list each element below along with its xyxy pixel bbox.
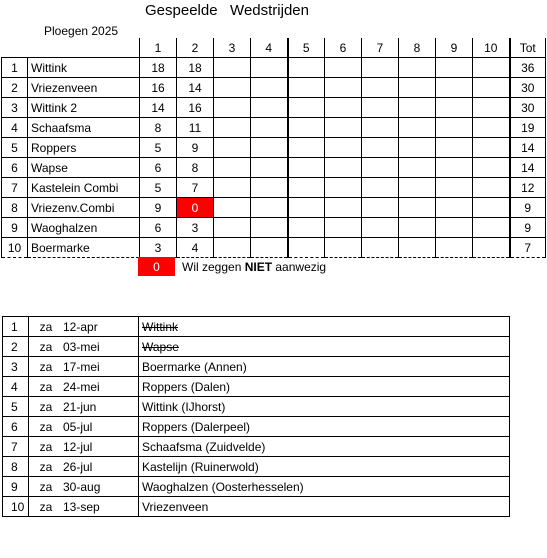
score-cell-empty — [214, 238, 251, 258]
match-date-cell — [29, 417, 139, 437]
match-day: za — [39, 379, 53, 394]
score-cell-1: 16 — [140, 78, 177, 98]
score-cell-empty — [251, 138, 288, 158]
score-cell-empty — [436, 238, 473, 258]
legend-text: Wil zeggen NIET aanwezig — [182, 259, 327, 274]
team-cell: Wittink 2 — [28, 98, 140, 118]
total-cell: 14 — [510, 138, 546, 158]
match-venue: Waoghalzen (Oosterhesselen) — [139, 477, 510, 497]
schedule-row — [3, 477, 510, 497]
header-blank — [2, 38, 28, 58]
score-cell-empty — [362, 238, 399, 258]
match-date: 17-mei — [63, 359, 100, 374]
score-cell-1: 8 — [140, 118, 177, 138]
score-cell-empty — [214, 138, 251, 158]
score-cell-absent: 0 — [177, 198, 214, 218]
match-day: za — [39, 399, 53, 414]
match-number: 3 — [3, 357, 29, 377]
score-cell-empty — [399, 118, 436, 138]
column-header: 5 — [288, 38, 325, 58]
total-cell: 30 — [510, 98, 546, 118]
score-cell-empty — [473, 138, 510, 158]
score-cell-empty — [436, 118, 473, 138]
match-date: 03-mei — [63, 339, 100, 354]
rank-cell: 5 — [2, 138, 28, 158]
score-cell-empty — [288, 58, 325, 78]
schedule-row — [3, 317, 510, 337]
match-date-cell — [29, 317, 139, 337]
column-header: 2 — [177, 38, 214, 58]
score-cell-empty — [325, 218, 362, 238]
score-cell-empty — [214, 58, 251, 78]
score-cell-empty — [362, 118, 399, 138]
team-cell: Wapse — [28, 158, 140, 178]
match-venue: Roppers (Dalen) — [139, 377, 510, 397]
total-cell: 14 — [510, 158, 546, 178]
match-day: za — [39, 319, 53, 334]
score-cell-empty — [362, 218, 399, 238]
score-cell-empty — [362, 158, 399, 178]
score-cell-1: 18 — [140, 58, 177, 78]
column-header: 10 — [473, 38, 510, 58]
score-cell-empty — [214, 158, 251, 178]
column-header: 6 — [325, 38, 362, 58]
match-venue: Boermarke (Annen) — [139, 357, 510, 377]
standings-row — [2, 198, 546, 218]
match-day: za — [39, 499, 53, 514]
score-cell-empty — [473, 58, 510, 78]
score-cell-empty — [251, 218, 288, 238]
score-cell-empty — [399, 58, 436, 78]
score-cell-empty — [473, 178, 510, 198]
schedule-row — [3, 457, 510, 477]
header-blank — [28, 38, 140, 58]
total-cell: 9 — [510, 218, 546, 238]
standings-row — [2, 118, 546, 138]
match-number: 1 — [3, 317, 29, 337]
score-cell-1: 9 — [140, 198, 177, 218]
team-cell: Wittink — [28, 58, 140, 78]
team-cell: Roppers — [28, 138, 140, 158]
match-date-cell — [29, 457, 139, 477]
score-cell-empty — [251, 98, 288, 118]
score-cell-empty — [251, 78, 288, 98]
score-cell-2: 8 — [177, 158, 214, 178]
column-header: 9 — [436, 38, 473, 58]
rank-cell: 4 — [2, 118, 28, 138]
total-cell: 30 — [510, 78, 546, 98]
score-cell-empty — [436, 158, 473, 178]
score-cell-empty — [436, 98, 473, 118]
match-venue: Vriezenveen — [139, 497, 510, 517]
score-cell-empty — [288, 118, 325, 138]
score-cell-1: 5 — [140, 178, 177, 198]
standings-row — [2, 138, 546, 158]
score-cell-empty — [399, 198, 436, 218]
match-venue: Wittink — [139, 317, 510, 337]
total-cell: 12 — [510, 178, 546, 198]
score-cell-empty — [251, 178, 288, 198]
score-cell-2: 11 — [177, 118, 214, 138]
match-venue: Kastelijn (Ruinerwold) — [139, 457, 510, 477]
season-label: Ploegen 2025 — [44, 24, 119, 38]
score-cell-empty — [436, 218, 473, 238]
score-cell-empty — [251, 118, 288, 138]
match-day: za — [39, 479, 53, 494]
total-cell: 36 — [510, 58, 546, 78]
rank-cell: 1 — [2, 58, 28, 78]
match-day: za — [39, 439, 53, 454]
match-date: 30-aug — [63, 479, 101, 494]
score-cell-empty — [325, 58, 362, 78]
score-cell-empty — [325, 118, 362, 138]
rank-cell: 3 — [2, 98, 28, 118]
match-date-cell — [29, 477, 139, 497]
match-venue: Schaafsma (Zuidvelde) — [139, 437, 510, 457]
score-cell-2: 14 — [177, 78, 214, 98]
column-header: 7 — [362, 38, 399, 58]
match-date: 05-jul — [63, 419, 93, 434]
match-date: 13-sep — [63, 499, 100, 514]
match-date: 26-jul — [63, 459, 93, 474]
standings-table — [1, 38, 546, 258]
score-cell-empty — [436, 78, 473, 98]
score-cell-empty — [362, 178, 399, 198]
score-cell-empty — [325, 238, 362, 258]
rank-cell: 6 — [2, 158, 28, 178]
score-cell-empty — [473, 218, 510, 238]
match-day: za — [39, 359, 53, 374]
match-date-cell — [29, 357, 139, 377]
match-date-cell — [29, 397, 139, 417]
total-cell: 7 — [510, 238, 546, 258]
score-cell-empty — [251, 158, 288, 178]
score-cell-empty — [436, 178, 473, 198]
score-cell-empty — [399, 178, 436, 198]
schedule-row — [3, 397, 510, 417]
match-number: 8 — [3, 457, 29, 477]
team-cell: Kastelein Combi — [28, 178, 140, 198]
score-cell-empty — [288, 218, 325, 238]
score-cell-1: 6 — [140, 158, 177, 178]
score-cell-empty — [399, 158, 436, 178]
match-number: 2 — [3, 337, 29, 357]
score-cell-empty — [251, 198, 288, 218]
score-cell-empty — [473, 238, 510, 258]
score-cell-empty — [251, 58, 288, 78]
match-date-cell — [29, 377, 139, 397]
match-number: 10 — [3, 497, 29, 517]
score-cell-empty — [399, 238, 436, 258]
score-cell-empty — [473, 158, 510, 178]
score-cell-2: 9 — [177, 138, 214, 158]
standings-row — [2, 58, 546, 78]
legend-swatch: 0 — [138, 257, 175, 276]
score-cell-empty — [399, 138, 436, 158]
score-cell-empty — [362, 138, 399, 158]
match-number: 9 — [3, 477, 29, 497]
score-cell-empty — [399, 78, 436, 98]
score-cell-empty — [399, 98, 436, 118]
column-header: 8 — [399, 38, 436, 58]
score-cell-2: 4 — [177, 238, 214, 258]
score-cell-empty — [436, 138, 473, 158]
rank-cell: 8 — [2, 198, 28, 218]
match-number: 5 — [3, 397, 29, 417]
match-venue: Wittink (IJhorst) — [139, 397, 510, 417]
score-cell-1: 5 — [140, 138, 177, 158]
match-date: 21-jun — [63, 399, 97, 414]
rank-cell: 7 — [2, 178, 28, 198]
rank-cell: 10 — [2, 238, 28, 258]
score-cell-empty — [436, 58, 473, 78]
page-title: Gespeelde Wedstrijden — [145, 2, 309, 19]
match-number: 7 — [3, 437, 29, 457]
team-cell: Vriezenveen — [28, 78, 140, 98]
match-date: 12-apr — [63, 319, 98, 334]
score-cell-empty — [288, 198, 325, 218]
score-cell-empty — [288, 238, 325, 258]
score-cell-empty — [362, 78, 399, 98]
team-cell: Vriezenv.Combi — [28, 198, 140, 218]
team-cell: Schaafsma — [28, 118, 140, 138]
score-cell-empty — [214, 198, 251, 218]
score-cell-1: 3 — [140, 238, 177, 258]
standings-row — [2, 178, 546, 198]
match-date-cell — [29, 437, 139, 457]
column-header: 1 — [140, 38, 177, 58]
schedule-row — [3, 497, 510, 517]
total-cell: 19 — [510, 118, 546, 138]
score-cell-empty — [325, 158, 362, 178]
score-cell-empty — [362, 58, 399, 78]
score-cell-empty — [473, 98, 510, 118]
schedule-row — [3, 377, 510, 397]
score-cell-1: 6 — [140, 218, 177, 238]
score-cell-empty — [325, 98, 362, 118]
score-cell-empty — [473, 118, 510, 138]
column-header: 4 — [251, 38, 288, 58]
standings-row — [2, 98, 546, 118]
total-cell: 9 — [510, 198, 546, 218]
score-cell-empty — [436, 198, 473, 218]
score-cell-empty — [399, 218, 436, 238]
score-cell-empty — [325, 198, 362, 218]
score-cell-empty — [251, 238, 288, 258]
match-date: 24-mei — [63, 379, 100, 394]
standings-row — [2, 78, 546, 98]
rank-cell: 9 — [2, 218, 28, 238]
score-cell-empty — [325, 138, 362, 158]
match-venue: Wapse — [139, 337, 510, 357]
match-date: 12-jul — [63, 439, 93, 454]
schedule-row — [3, 417, 510, 437]
score-cell-empty — [473, 198, 510, 218]
score-cell-2: 18 — [177, 58, 214, 78]
score-cell-empty — [325, 78, 362, 98]
score-cell-empty — [214, 118, 251, 138]
score-cell-empty — [214, 178, 251, 198]
score-cell-empty — [288, 138, 325, 158]
match-venue: Roppers (Dalerpeel) — [139, 417, 510, 437]
score-cell-empty — [325, 178, 362, 198]
match-day: za — [39, 339, 53, 354]
score-cell-empty — [473, 78, 510, 98]
column-header: Tot — [510, 38, 546, 58]
schedule-row — [3, 357, 510, 377]
match-date-cell — [29, 337, 139, 357]
score-cell-empty — [362, 98, 399, 118]
score-cell-empty — [288, 158, 325, 178]
score-cell-empty — [214, 78, 251, 98]
score-cell-1: 14 — [140, 98, 177, 118]
score-cell-empty — [288, 98, 325, 118]
match-day: za — [39, 419, 53, 434]
standings-row — [2, 238, 546, 258]
rank-cell: 2 — [2, 78, 28, 98]
match-number: 4 — [3, 377, 29, 397]
score-cell-empty — [288, 78, 325, 98]
column-header: 3 — [214, 38, 251, 58]
schedule-row — [3, 337, 510, 357]
score-cell-2: 16 — [177, 98, 214, 118]
team-cell: Waoghalzen — [28, 218, 140, 238]
score-cell-empty — [362, 198, 399, 218]
score-cell-empty — [214, 98, 251, 118]
match-number: 6 — [3, 417, 29, 437]
score-cell-empty — [214, 218, 251, 238]
score-cell-empty — [288, 178, 325, 198]
schedule-table — [2, 316, 510, 517]
legend — [138, 257, 326, 276]
schedule-row — [3, 437, 510, 457]
standings-header-row — [2, 38, 546, 58]
standings-row — [2, 218, 546, 238]
score-cell-2: 3 — [177, 218, 214, 238]
standings-row — [2, 158, 546, 178]
team-cell: Boermarke — [28, 238, 140, 258]
match-day: za — [39, 459, 53, 474]
score-cell-2: 7 — [177, 178, 214, 198]
match-date-cell — [29, 497, 139, 517]
